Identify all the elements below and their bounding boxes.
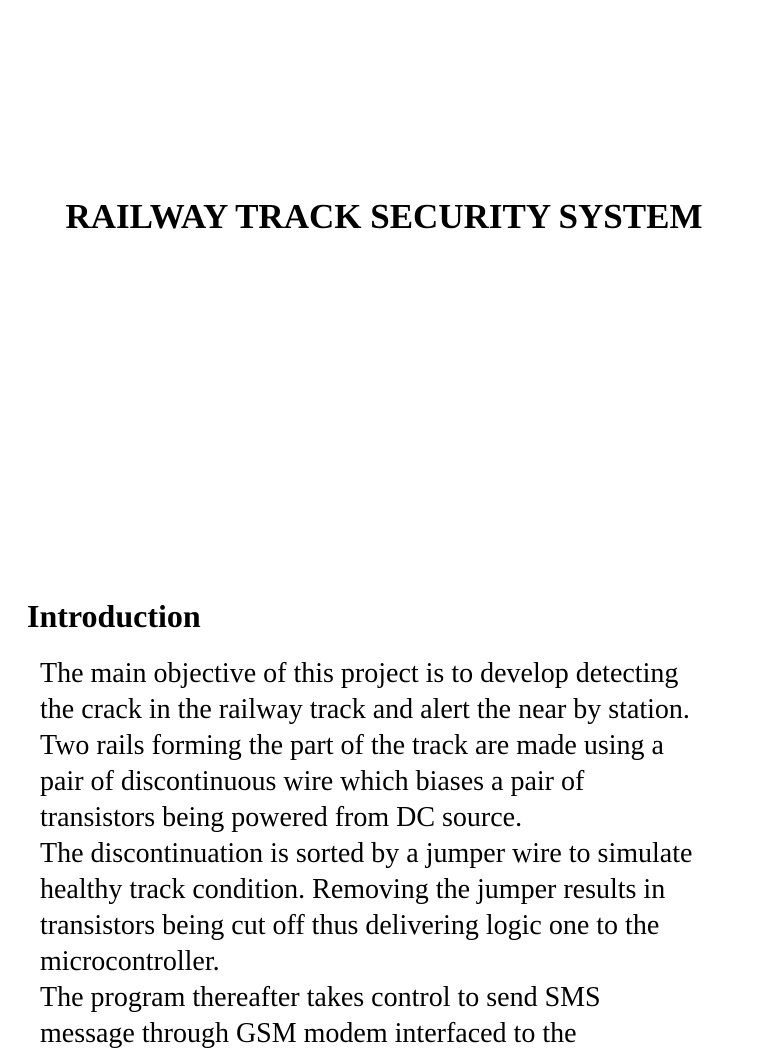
body-line: microcontroller. [40, 946, 220, 977]
body-line: The main objective of this project is to develop detecting [40, 658, 679, 689]
body-line: The program thereafter takes control to send SMS [40, 982, 601, 1013]
introduction-body [40, 656, 760, 1052]
body-line: healthy track condition. Removing the jumper results in [40, 874, 666, 905]
body-line: transistors being cut off thus delivering logic one to the [40, 910, 660, 941]
body-line: transistors being powered from DC source. [40, 802, 523, 833]
section-heading-introduction: Introduction [27, 598, 201, 634]
body-line: The discontinuation is sorted by a jumper wire to simulate [40, 838, 693, 869]
body-line: Two rails forming the part of the track are made using a [40, 730, 664, 761]
body-line: the crack in the railway track and alert the near by station. [40, 694, 690, 725]
body-line: message through GSM modem interfaced to the [40, 1018, 577, 1049]
page-title: RAILWAY TRACK SECURITY SYSTEM [65, 197, 703, 236]
body-line: pair of discontinuous wire which biases a pair of [40, 766, 585, 797]
